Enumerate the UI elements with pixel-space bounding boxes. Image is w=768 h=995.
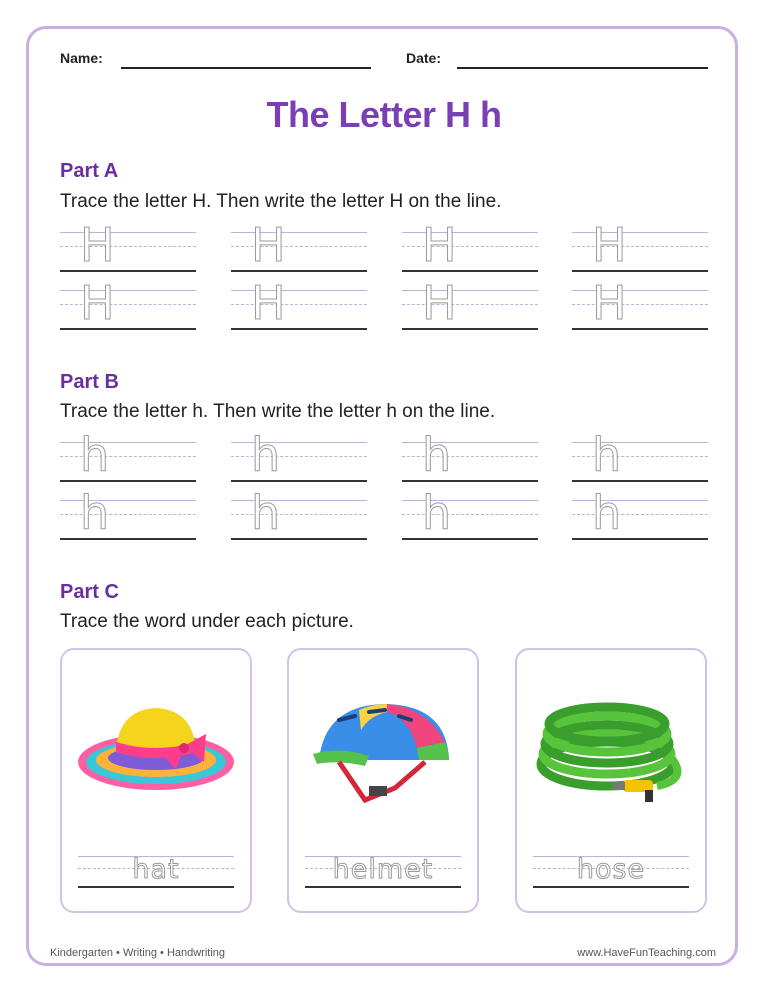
part-a-trace-glyph: H <box>592 276 627 330</box>
part-b-trace-line[interactable] <box>572 428 708 482</box>
hat-trace-word: hat <box>132 854 180 885</box>
hat-card <box>60 648 252 913</box>
date-field[interactable] <box>457 67 708 69</box>
hose-card <box>515 648 707 913</box>
name-field[interactable] <box>121 67 371 69</box>
footer-category: Kindergarten • Writing • Handwriting <box>50 947 226 959</box>
part-b-label: Part B <box>60 371 119 393</box>
part-a-trace-line[interactable] <box>60 218 196 272</box>
date-label: Date: <box>406 50 442 66</box>
part-b-trace-glyph: h <box>80 486 110 540</box>
page-title: The Letter H h <box>266 94 502 135</box>
hat-picture <box>72 690 240 820</box>
part-a-trace-line[interactable] <box>402 218 538 272</box>
part-b-trace-line[interactable] <box>60 486 196 540</box>
part-c-instruction: Trace the word under each picture. <box>60 611 354 632</box>
part-b-trace-glyph: h <box>251 486 281 540</box>
part-b-trace-line[interactable] <box>231 428 367 482</box>
helmet-card <box>287 648 479 913</box>
part-b-trace-glyph: h <box>592 428 622 482</box>
part-a-trace-glyph: H <box>251 218 286 272</box>
part-b-trace-glyph: h <box>592 486 622 540</box>
hose-picture <box>527 690 695 820</box>
part-a-trace-glyph: H <box>592 218 627 272</box>
part-b-trace-line[interactable] <box>402 486 538 540</box>
part-a-trace-glyph: H <box>80 218 115 272</box>
part-a-trace-line[interactable] <box>60 276 196 330</box>
part-a-trace-line[interactable] <box>572 276 708 330</box>
part-b-trace-line[interactable] <box>402 428 538 482</box>
part-b-trace-line[interactable] <box>60 428 196 482</box>
part-b-trace-glyph: h <box>422 486 452 540</box>
part-b-trace-line[interactable] <box>572 486 708 540</box>
part-c-label: Part C <box>60 581 119 603</box>
helmet-picture <box>299 690 467 820</box>
part-a-instruction: Trace the letter H. Then write the letter H on the line. <box>60 191 502 212</box>
helmet-trace-lines <box>305 856 461 896</box>
part-a-trace-line[interactable] <box>231 276 367 330</box>
part-b-trace-glyph: h <box>422 428 452 482</box>
part-b-instruction: Trace the letter h. Then write the letter h on the line. <box>60 401 496 422</box>
hat-trace-lines <box>78 856 234 896</box>
hose-trace-word: hose <box>576 854 646 885</box>
part-a-trace-line[interactable] <box>572 218 708 272</box>
part-b-trace-glyph: h <box>80 428 110 482</box>
name-label: Name: <box>60 50 103 66</box>
part-a-trace-line[interactable] <box>231 218 367 272</box>
part-a-trace-glyph: H <box>422 276 457 330</box>
helmet-trace-word: helmet <box>332 854 434 885</box>
part-b-trace-glyph: h <box>251 428 281 482</box>
part-a-trace-line[interactable] <box>402 276 538 330</box>
part-a-label: Part A <box>60 160 119 182</box>
footer-website-link[interactable]: www.HaveFunTeaching.com <box>577 947 716 959</box>
hose-trace-lines <box>533 856 689 896</box>
part-a-trace-glyph: H <box>422 218 457 272</box>
part-a-trace-glyph: H <box>251 276 286 330</box>
part-b-trace-line[interactable] <box>231 486 367 540</box>
part-a-trace-glyph: H <box>80 276 115 330</box>
